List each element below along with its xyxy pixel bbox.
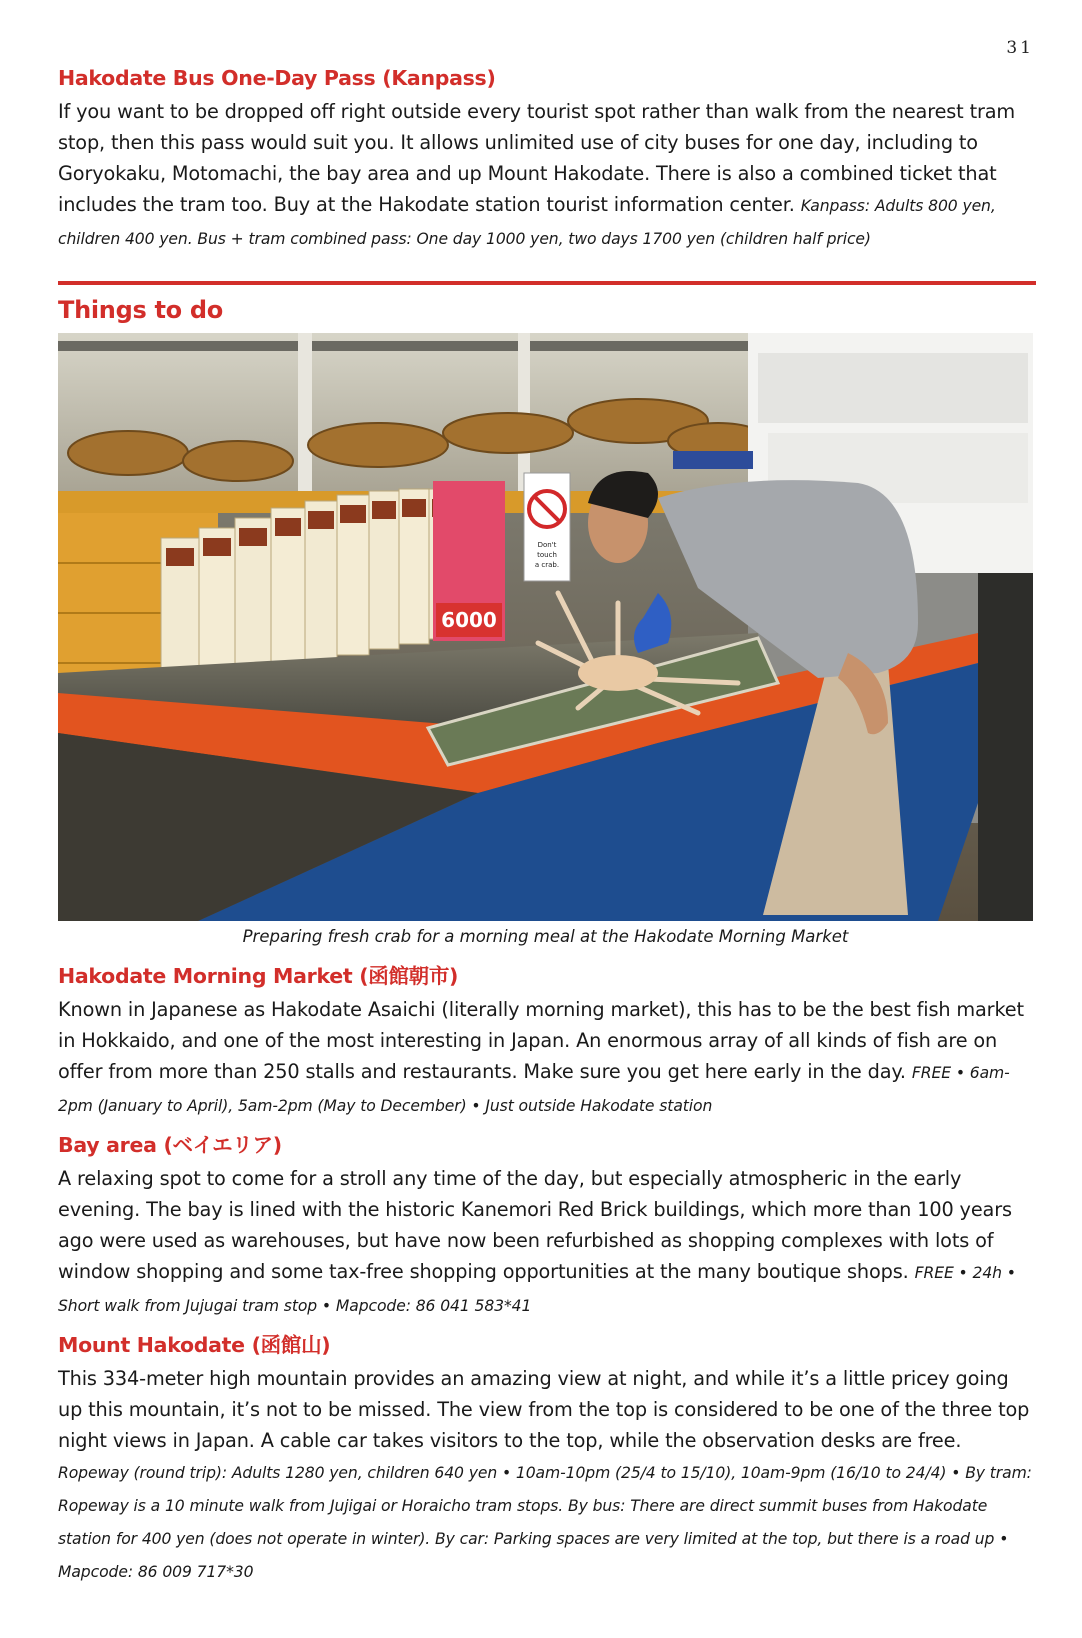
- things-to-do-heading: Things to do: [58, 296, 223, 324]
- page-number: 31: [1006, 38, 1034, 58]
- morning-market-heading: Hakodate Morning Market (函館朝市): [58, 964, 459, 988]
- market-photo: [58, 333, 1033, 921]
- svg-text:Don't: Don't: [537, 541, 557, 549]
- svg-text:a crab.: a crab.: [534, 561, 560, 569]
- kanpass-body: [58, 96, 1033, 255]
- price-tag-text: 6000: [441, 608, 497, 632]
- things-to-do-section: [58, 295, 1033, 950]
- kanpass-section: [58, 64, 1033, 255]
- bay-area-section: [58, 1131, 1033, 1322]
- morning-market-details: FREE • 6am-2pm (January to April), 5am-2pm (May to December) • Just outside Hakodate station: [58, 1064, 1010, 1115]
- mount-hakodate-body: [58, 1363, 1033, 1588]
- mount-hakodate-body-text: This 334-meter high mountain provides an amazing view at night, and while it’s a little pricey going up this mountain, it’s not to be missed. The view from the top is considered to be one of the three top night views in Japan. A cable car takes visitors to the top, while the observation desks are free.: [58, 1367, 1030, 1452]
- no-touch-sign: [524, 473, 570, 581]
- morning-market-body-text: Known in Japanese as Hakodate Asaichi (literally morning market), this has to be the best fish market in Hokkaido, and one of the most interesting in Japan. An enormous array of all kinds of fish are on offer from more than 250 stalls and restaurants. Make sure you get here early in the day.: [58, 998, 1024, 1083]
- bay-area-body-text: A relaxing spot to come for a stroll any time of the day, but especially atmospheric in the early evening. The bay is lined with the historic Kanemori Red Brick buildings, which more than 100 years ago were used as warehouses, but have now been refurbished as shopping complexes with lots of window shopping and some tax-free shopping opportunities at the many boutique shops.: [58, 1167, 1012, 1283]
- page-content: [58, 64, 1033, 1588]
- kanpass-body-text: If you want to be dropped off right outside every tourist spot rather than walk from the nearest tram stop, then this pass would suit you. It allows unlimited use of city buses for one day, including to Goryokaku, Motomachi, the bay area and up Mount Hakodate. There is also a combined ticket that includes the tram too. Buy at the Hakodate station tourist information center.: [58, 100, 1016, 216]
- photo-caption: Preparing fresh crab for a morning meal at the Hakodate Morning Market: [242, 927, 849, 946]
- bay-area-heading: Bay area (ベイエリア): [58, 1133, 282, 1157]
- crab-market-illustration: [58, 333, 1033, 921]
- mount-hakodate-heading: Mount Hakodate (函館山): [58, 1333, 331, 1357]
- kanpass-details: Kanpass: Adults 800 yen, children 400 yen. Bus + tram combined pass: One day 1000 yen, two days 1700 yen (children half price): [58, 197, 996, 248]
- bay-area-details: FREE • 24h • Short walk from Jujugai tram stop • Mapcode: 86 041 583*41: [58, 1264, 1016, 1315]
- morning-market-section: [58, 962, 1033, 1122]
- mount-hakodate-section: [58, 1331, 1033, 1588]
- morning-market-body: [58, 994, 1033, 1122]
- svg-text:touch: touch: [537, 551, 557, 559]
- kanpass-heading: Hakodate Bus One-Day Pass (Kanpass): [58, 66, 496, 90]
- bay-area-body: [58, 1163, 1033, 1322]
- mount-hakodate-details: Ropeway (round trip): Adults 1280 yen, children 640 yen • 10am-10pm (25/4 to 15/10), 10am-9pm (16/10 to 24/4) • By tram: Ropeway is a 10 minute walk from Jujigai or Horaicho tram stops. By bus: There are direct summit buses from Hakodate station for 400 yen (does not operate in winter). By car: Parking spaces are very limited at the top, but there is a road up • Mapcode: 86 009 717*30: [58, 1464, 1032, 1581]
